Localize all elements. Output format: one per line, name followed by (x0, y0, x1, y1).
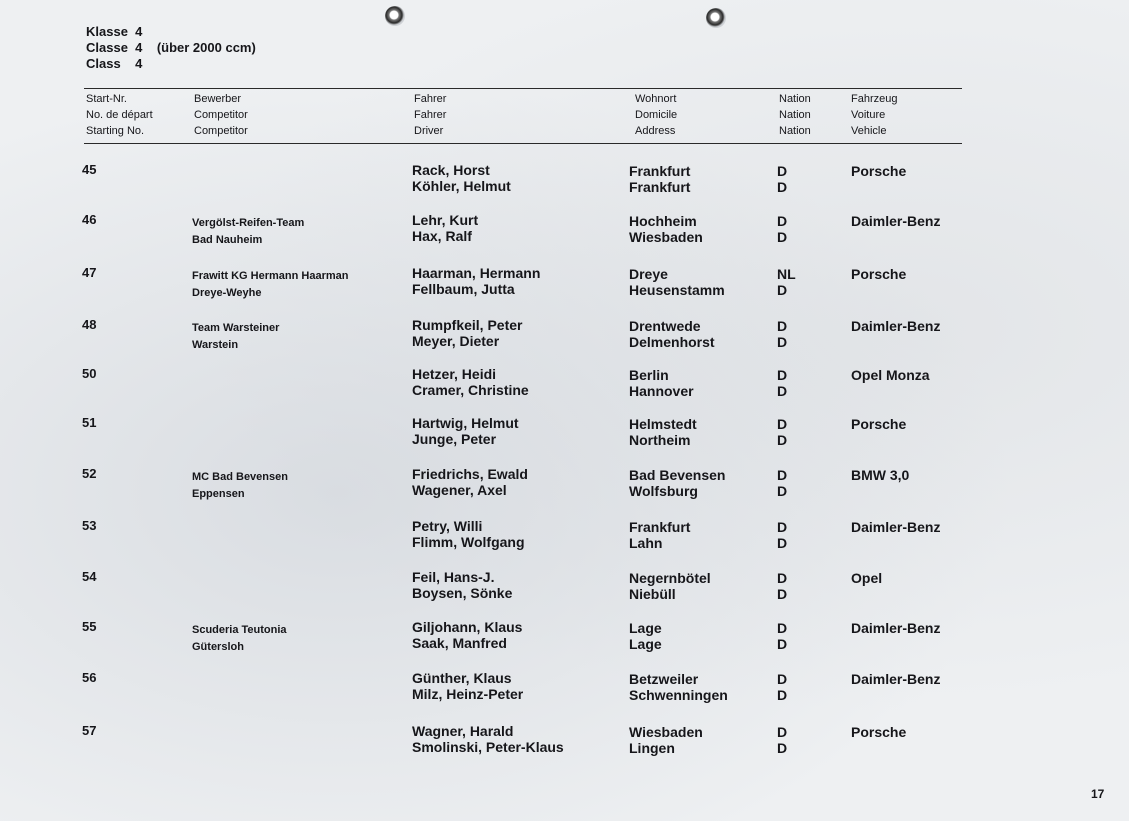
nation-2: D (777, 636, 788, 652)
nation-1: D (777, 570, 788, 586)
competitor (192, 622, 287, 656)
column-header-line: No. de départ (86, 109, 153, 121)
driver-1: Hetzer, Heidi (412, 366, 497, 382)
competitor (192, 469, 288, 503)
nation-2: D (777, 432, 788, 448)
punch-hole-right (706, 8, 726, 28)
column-header-competitor (194, 91, 248, 139)
column-header-line: Fahrzeug (851, 93, 898, 105)
nation-1: D (777, 318, 788, 334)
start-number: 46 (82, 212, 97, 227)
column-header-line: Competitor (194, 125, 248, 137)
nation-1: D (777, 367, 788, 383)
domicile-2: Delmenhorst (629, 334, 715, 350)
column-header-line: Fahrer (414, 109, 447, 121)
domicile-1: Negernbötel (629, 570, 711, 586)
competitor-name: Team Warsteiner (192, 322, 280, 334)
domicile-2: Wiesbaden (629, 229, 703, 245)
start-number: 45 (82, 162, 97, 177)
driver-1: Feil, Hans-J. (412, 569, 495, 585)
punch-hole-left (385, 6, 405, 26)
domicile-2: Lage (629, 636, 662, 652)
drivers (412, 670, 523, 702)
competitor-name: Vergölst-Reifen-Team (192, 217, 305, 229)
start-number: 53 (82, 518, 97, 533)
nations (777, 519, 787, 551)
start-number: 50 (82, 366, 97, 381)
driver-2: Hax, Ralf (412, 228, 472, 244)
domicile-1: Betzweiler (629, 671, 699, 687)
domicile-1: Dreye (629, 266, 668, 282)
driver-2: Junge, Peter (412, 431, 497, 447)
domicile-2: Frankfurt (629, 179, 691, 195)
start-number: 48 (82, 317, 97, 332)
nation-1: D (777, 724, 788, 740)
nation-2: D (777, 229, 788, 245)
nation-2: D (777, 740, 788, 756)
driver-2: Wagener, Axel (412, 482, 507, 498)
driver-1: Friedrichs, Ewald (412, 466, 528, 482)
nations (777, 367, 787, 399)
start-number: 56 (82, 670, 97, 685)
driver-2: Milz, Heinz-Peter (412, 686, 524, 702)
driver-2: Boysen, Sönke (412, 585, 513, 601)
driver-1: Wagner, Harald (412, 723, 514, 739)
vehicle: Opel (851, 570, 883, 586)
driver-1: Rack, Horst (412, 162, 490, 178)
domicile-1: Hochheim (629, 213, 697, 229)
nation-1: D (777, 671, 788, 687)
nation-2: D (777, 179, 788, 195)
column-header-vehicle (851, 91, 897, 139)
driver-1: Lehr, Kurt (412, 212, 479, 228)
driver-1: Hartwig, Helmut (412, 415, 519, 431)
nations (777, 724, 787, 756)
vehicle: Daimler-Benz (851, 671, 941, 687)
competitor-town: Eppensen (192, 488, 245, 500)
vehicle: Porsche (851, 266, 907, 282)
driver-1: Giljohann, Klaus (412, 619, 523, 635)
nation-1: D (777, 620, 788, 636)
nation-1: NL (777, 266, 796, 282)
domicile-1: Berlin (629, 367, 669, 383)
drivers (412, 466, 528, 498)
drivers (412, 212, 478, 244)
domiciles (629, 163, 690, 195)
nation-1: D (777, 519, 788, 535)
domicile-2: Heusenstamm (629, 282, 725, 298)
domiciles (629, 620, 662, 652)
class-heading-en: Class 4 (86, 56, 143, 71)
nation-2: D (777, 535, 788, 551)
driver-2: Meyer, Dieter (412, 333, 500, 349)
drivers (412, 723, 564, 755)
nations (777, 467, 787, 499)
class-heading (86, 24, 256, 72)
competitor-name: Frawitt KG Hermann Haarman (192, 270, 349, 282)
driver-2: Cramer, Christine (412, 382, 529, 398)
column-header-address (635, 91, 677, 139)
domicile-2: Lahn (629, 535, 663, 551)
start-number: 47 (82, 265, 97, 280)
domicile-1: Frankfurt (629, 163, 691, 179)
start-number: 55 (82, 619, 97, 634)
competitor-town: Warstein (192, 339, 239, 351)
nation-2: D (777, 586, 788, 602)
competitor-name: Scuderia Teutonia (192, 624, 287, 636)
driver-2: Flimm, Wolfgang (412, 534, 525, 550)
competitor-town: Dreye-Weyhe (192, 287, 262, 299)
competitor-town: Bad Nauheim (192, 234, 263, 246)
start-number: 57 (82, 723, 97, 738)
column-header-line: Start-Nr. (86, 93, 127, 105)
competitor (192, 268, 348, 302)
nations (777, 671, 787, 703)
vehicle: Porsche (851, 163, 907, 179)
nations (777, 318, 787, 350)
column-header-line: Wohnort (635, 93, 677, 105)
drivers (412, 518, 525, 550)
domiciles (629, 724, 703, 756)
domicile-2: Schwenningen (629, 687, 728, 703)
nation-2: D (777, 383, 788, 399)
column-header-line: Domicile (635, 109, 678, 121)
domicile-2: Northeim (629, 432, 691, 448)
class-heading-de: Klasse 4 (86, 24, 143, 39)
competitor-name: MC Bad Bevensen (192, 471, 288, 483)
nation-1: D (777, 467, 788, 483)
domiciles (629, 671, 728, 703)
domicile-1: Bad Bevensen (629, 467, 726, 483)
vehicle: Daimler-Benz (851, 213, 941, 229)
start-number: 54 (82, 569, 97, 584)
driver-2: Köhler, Helmut (412, 178, 511, 194)
nation-1: D (777, 163, 788, 179)
nations (777, 620, 787, 652)
domiciles (629, 213, 703, 245)
start-number: 51 (82, 415, 97, 430)
competitor-town: Gütersloh (192, 641, 244, 653)
domicile-2: Hannover (629, 383, 694, 399)
nation-2: D (777, 334, 788, 350)
domiciles (629, 570, 711, 602)
drivers (412, 265, 540, 297)
competitor (192, 320, 279, 354)
nations (777, 163, 787, 195)
column-header-line: Driver (414, 125, 444, 137)
domicile-1: Lage (629, 620, 662, 636)
column-header-driver (414, 91, 446, 139)
drivers (412, 619, 522, 651)
column-header-line: Vehicle (851, 125, 887, 137)
column-header-line: Bewerber (194, 93, 242, 105)
nations (777, 416, 787, 448)
domicile-2: Niebüll (629, 586, 676, 602)
vehicle: Daimler-Benz (851, 318, 941, 334)
nation-2: D (777, 483, 788, 499)
drivers (412, 415, 519, 447)
column-header-line: Nation (779, 109, 811, 121)
driver-1: Haarman, Hermann (412, 265, 541, 281)
column-header-line: Nation (779, 125, 811, 137)
drivers (412, 317, 522, 349)
table-top-rule (84, 88, 962, 89)
domicile-1: Frankfurt (629, 519, 691, 535)
column-header-line: Nation (779, 93, 811, 105)
driver-2: Smolinski, Peter-Klaus (412, 739, 564, 755)
driver-1: Günther, Klaus (412, 670, 512, 686)
domiciles (629, 318, 715, 350)
domiciles (629, 519, 690, 551)
table-header-rule (84, 143, 962, 144)
nations (777, 570, 787, 602)
nations (777, 266, 796, 298)
column-header-nation (779, 91, 811, 139)
column-header-line: Competitor (194, 109, 248, 121)
nation-2: D (777, 687, 788, 703)
driver-1: Rumpfkeil, Peter (412, 317, 523, 333)
domicile-1: Helmstedt (629, 416, 697, 432)
column-header-line: Voiture (851, 109, 886, 121)
domiciles (629, 266, 725, 298)
vehicle: Porsche (851, 724, 907, 740)
column-header-start (86, 91, 153, 139)
driver-1: Petry, Willi (412, 518, 483, 534)
drivers (412, 569, 512, 601)
drivers (412, 162, 511, 194)
vehicle: Porsche (851, 416, 907, 432)
nation-2: D (777, 282, 788, 298)
column-header-line: Starting No. (86, 125, 145, 137)
vehicle: Opel Monza (851, 367, 930, 383)
driver-2: Saak, Manfred (412, 635, 507, 651)
vehicle: Daimler-Benz (851, 620, 941, 636)
driver-2: Fellbaum, Jutta (412, 281, 515, 297)
domicile-1: Wiesbaden (629, 724, 703, 740)
domiciles (629, 367, 694, 399)
competitor (192, 215, 304, 249)
page-number: 17 (1091, 787, 1105, 801)
class-heading-fr: Classe 4 (über 2000 ccm) (86, 40, 256, 55)
column-header-line: Fahrer (414, 93, 447, 105)
vehicle: Daimler-Benz (851, 519, 941, 535)
nation-1: D (777, 213, 788, 229)
domiciles (629, 416, 697, 448)
drivers (412, 366, 529, 398)
vehicle: BMW 3,0 (851, 467, 910, 483)
domicile-1: Drentwede (629, 318, 701, 334)
domicile-2: Wolfsburg (629, 483, 698, 499)
domiciles (629, 467, 725, 499)
nation-1: D (777, 416, 788, 432)
start-number: 52 (82, 466, 97, 481)
domicile-2: Lingen (629, 740, 675, 756)
nations (777, 213, 787, 245)
column-header-line: Address (635, 125, 676, 137)
